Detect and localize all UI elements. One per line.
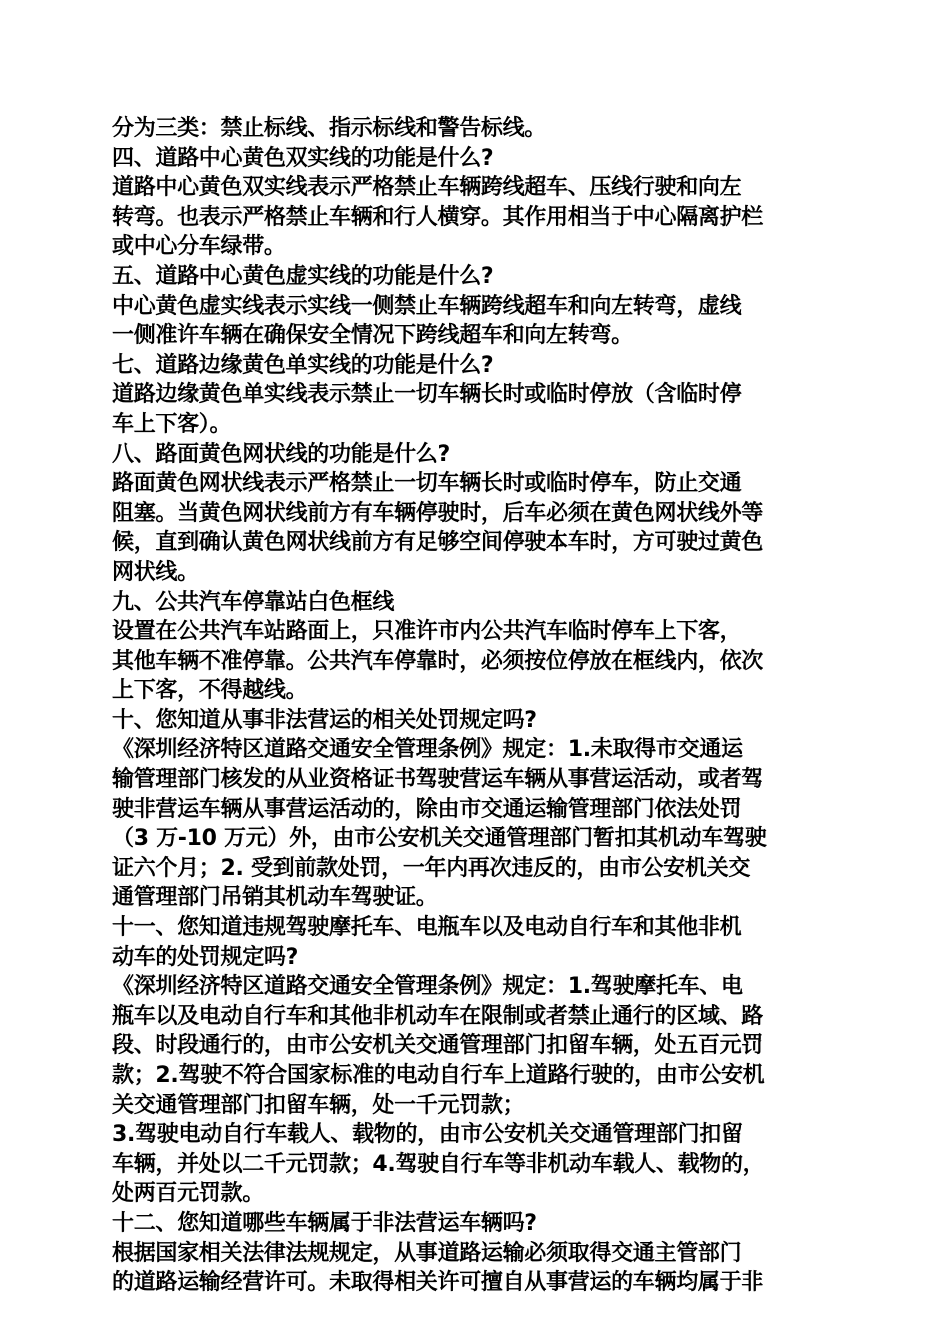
text-line: 通管理部门吊销其机动车驾驶证。	[112, 885, 438, 911]
text-line: 或中心分车绿带。	[112, 234, 286, 260]
text-line: 车辆，并处以二千元罚款；4.驾驶自行车等非机动车载人、载物的，	[112, 1151, 765, 1177]
text-line: 款；2.驾驶不符合国家标准的电动自行车上道路行驶的，由市公安机	[112, 1063, 765, 1088]
text-line: （3 万-10 万元）外，由市公安机关交通管理部门暂扣其机动车驾驶	[112, 826, 767, 852]
text-line: 处两百元罚款。	[112, 1181, 264, 1207]
text-line: 驶非营运车辆从事营运活动的，除由市交通运输管理部门依法处罚	[112, 796, 742, 822]
text-line: 设置在公共汽车站路面上，只准许市内公共汽车临时停车上下客，	[112, 619, 742, 645]
text-line: 道路边缘黄色单实线表示禁止一切车辆长时或临时停放（含临时停	[112, 382, 742, 408]
section-heading: 十二、您知道哪些车辆属于非法营运车辆吗?	[112, 1210, 537, 1236]
text-line: 其他车辆不准停靠。公共汽车停靠时，必须按位停放在框线内，依次	[112, 648, 764, 674]
text-line: 阻塞。当黄色网状线前方有车辆停驶时，后车必须在黄色网状线外等	[112, 500, 764, 526]
text-line: 分为三类：禁止标线、指示标线和警告标线。	[112, 116, 547, 141]
text-line: 《深圳经济特区道路交通安全管理条例》规定：1.驾驶摩托车、电	[112, 974, 743, 1000]
section-heading: 十、您知道从事非法营运的相关处罚规定吗?	[112, 707, 537, 733]
section-heading: 四、道路中心黄色双实线的功能是什么?	[112, 145, 494, 171]
text-line: 车上下客）。	[112, 411, 232, 437]
text-line: 的道路运输经营许可。未取得相关许可擅自从事营运的车辆均属于非	[112, 1270, 764, 1296]
text-line: 《深圳经济特区道路交通安全管理条例》规定：1.未取得市交通运	[112, 737, 743, 763]
section-heading: 七、道路边缘黄色单实线的功能是什么?	[112, 352, 494, 378]
section-heading: 九、公共汽车停靠站白色框线	[112, 589, 395, 615]
text-line: 输管理部门核发的从业资格证书驾驶营运车辆从事营运活动，或者驾	[112, 767, 764, 793]
text-line: 道路中心黄色双实线表示严格禁止车辆跨线超车、压线行驶和向左	[112, 175, 742, 201]
text-line: 3.驾驶电动自行车载人、载物的，由市公安机关交通管理部门扣留	[112, 1122, 743, 1148]
text-line: 根据国家相关法律法规规定，从事道路运输必须取得交通主管部门	[112, 1240, 742, 1266]
section-heading: 动车的处罚规定吗?	[112, 944, 299, 970]
section-heading: 十一、您知道违规驾驶摩托车、电瓶车以及电动自行车和其他非机	[112, 915, 742, 941]
text-line: 段、时段通行的，由市公安机关交通管理部门扣留车辆，处五百元罚	[112, 1033, 764, 1059]
text-line: 路面黄色网状线表示严格禁止一切车辆长时或临时停车，防止交通	[112, 471, 742, 497]
text-line: 证六个月；2. 受到前款处罚，一年内再次违反的，由市公安机关交	[112, 855, 751, 881]
section-heading: 八、路面黄色网状线的功能是什么?	[112, 441, 450, 467]
text-line: 转弯。也表示严格禁止车辆和行人横穿。其作用相当于中心隔离护栏	[112, 204, 764, 230]
document-page	[112, 114, 840, 1298]
text-line: 中心黄色虚实线表示实线一侧禁止车辆跨线超车和向左转弯，虚线	[112, 293, 742, 319]
text-line: 关交通管理部门扣留车辆，处一千元罚款；	[112, 1092, 525, 1118]
text-line: 网状线。	[112, 559, 199, 585]
text-line: 一侧准许车辆在确保安全情况下跨线超车和向左转弯。	[112, 323, 633, 349]
text-line: 上下客，不得越线。	[112, 678, 308, 704]
section-heading: 五、道路中心黄色虚实线的功能是什么?	[112, 263, 494, 289]
text-line: 候，直到确认黄色网状线前方有足够空间停驶本车时，方可驶过黄色	[112, 530, 764, 556]
text-line: 瓶车以及电动自行车和其他非机动车在限制或者禁止通行的区域、路	[112, 1003, 764, 1029]
